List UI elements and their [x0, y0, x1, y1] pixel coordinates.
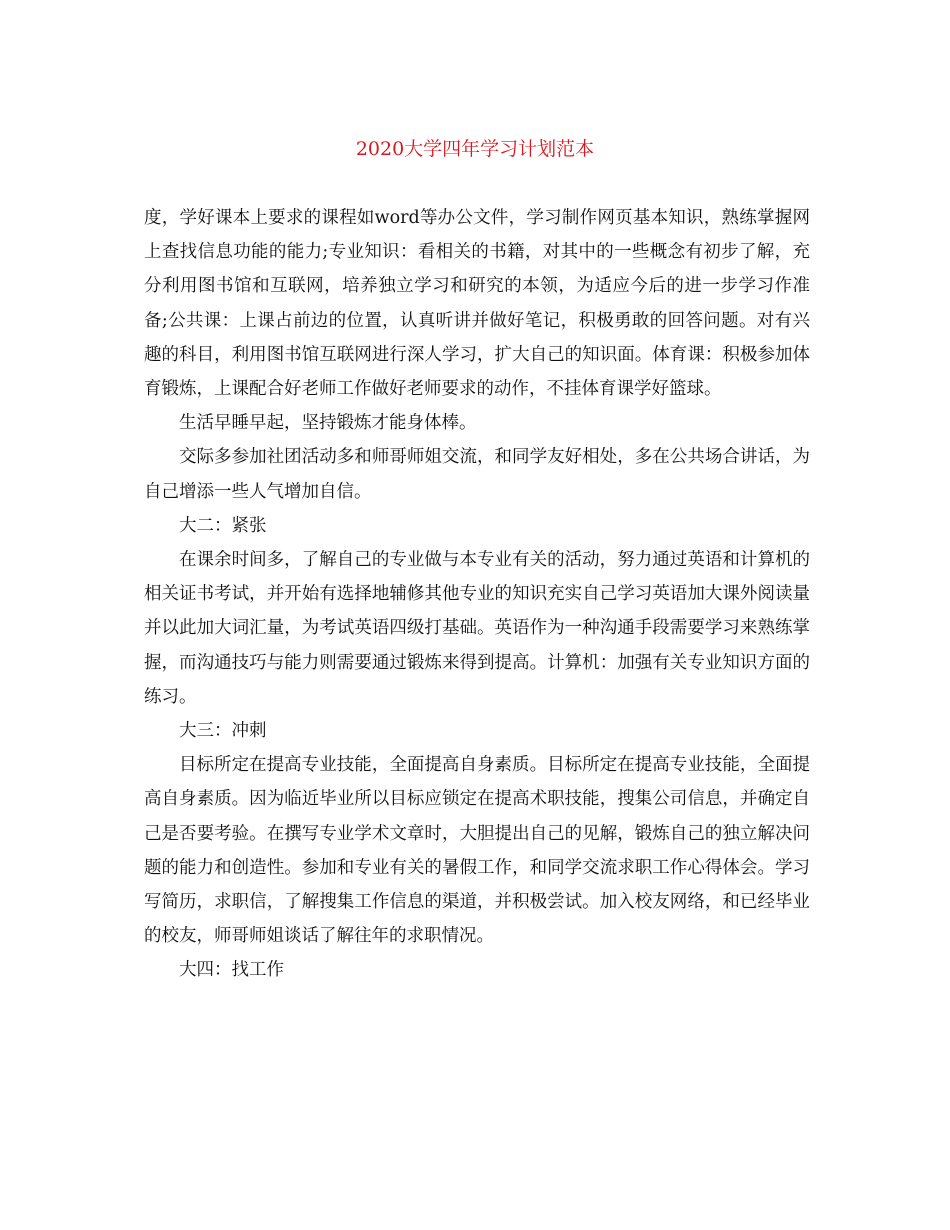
paragraph-computer-study: 度，学好课本上要求的课程如word等办公文件，学习制作网页基本知识，熟练掌握网上查找信息功能的能力;专业知识：看相关的书籍，对其中的一些概念有初步了解，充分利用图书馆和互联网，培养独立学习和研究的本领，为适应今后的进一步学习作准备;公共课：上课占前边的位置，认真听讲并做好笔记，积极勇敢的回答问题。对有兴趣的科目，利用图书馆互联网进行深人学习，扩大自己的知识面。体育课：积极参加体育锻炼，上课配合好老师工作做好老师要求的动作，不挂体育课学好篮球。: [144, 208, 810, 400]
paragraph-social: 交际多参加社团活动多和师哥师姐交流，和同学友好相处，多在公共场合讲话，为自己增添一些人气增加自信。: [144, 447, 810, 502]
heading-senior: 大四：找工作: [179, 960, 284, 981]
document-title: 2020大学四年学习计划范本: [355, 138, 595, 160]
paragraph-sophomore-plan: 在课余时间多，了解自己的专业做与本专业有关的活动，努力通过英语和计算机的相关证书考试，并开始有选择地辅修其他专业的知识充实自己学习英语加大课外阅读量并以此加大词汇量，为考试英语四级打基础。英语作为一种沟通手段需要学习来熟练掌握，而沟通技巧与能力则需要通过锻炼来得到提高。计算机：加强有关专业知识方面的练习。: [144, 550, 810, 707]
paragraph-junior-plan: 目标所定在提高专业技能，全面提高自身素质。目标所定在提高专业技能，全面提高自身素质。因为临近毕业所以目标应锁定在提高术职技能，搜集公司信息，并确定自己是否要考验。在撰写专业学术文章时，大胆提出自己的见解，锻炼自己的独立解决问题的能力和创造性。参加和专业有关的暑假工作，和同学交流求职工作心得体会。学习写简历，求职信，了解搜集工作信息的渠道，并积极尝试。加入校友网络，和已经毕业的校友，师哥师姐谈话了解往年的求职情况。: [144, 755, 810, 947]
heading-junior: 大三：冲刺: [179, 721, 267, 742]
heading-sophomore: 大二：紧张: [179, 515, 267, 536]
paragraph-life: 生活早睡早起，坚持锻炼才能身体棒。: [179, 413, 477, 434]
document-body: [144, 201, 810, 988]
